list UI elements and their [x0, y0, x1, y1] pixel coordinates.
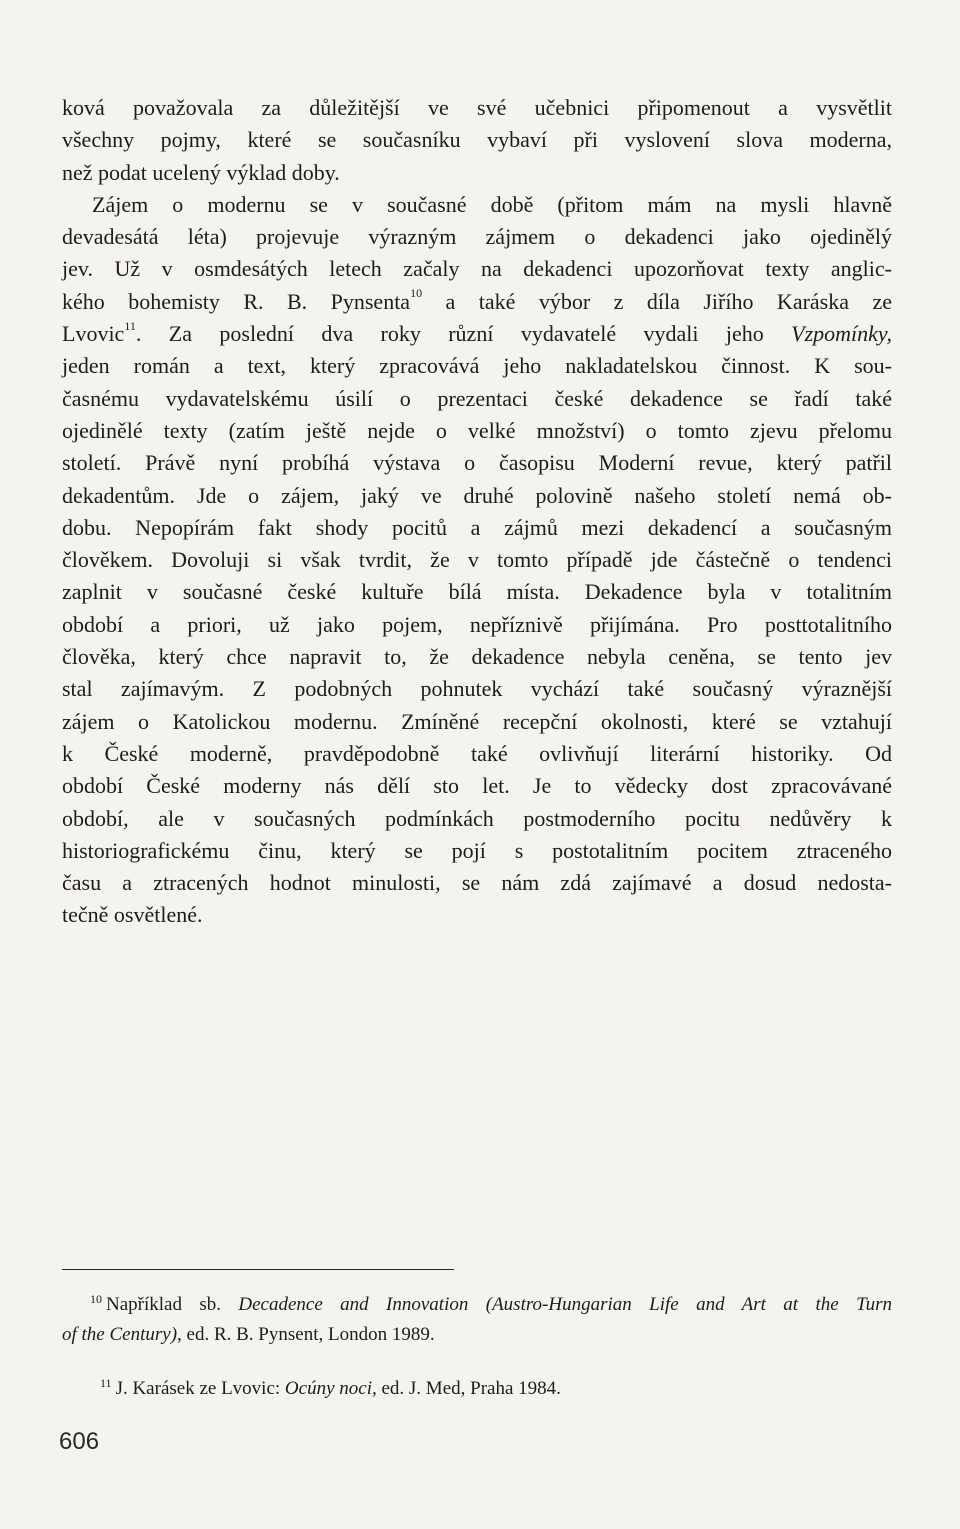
text-line: než podat ucelený výklad doby.	[62, 159, 340, 185]
footnote-text: Například sb.	[106, 1294, 239, 1315]
text-line: času a ztracených hodnot minulosti, se nám zdá zajímavé a dosud nedosta-	[62, 870, 892, 896]
text-line: časnému vydavatelskému úsilí o prezentaci české dekadence se řadí také	[62, 385, 892, 411]
footnote-line	[90, 1290, 892, 1320]
footnote-italic-title: of the Century),	[62, 1324, 182, 1345]
text-line: dekadentům. Jde o zájem, jaký ve druhé polovině našeho století nemá ob-	[62, 482, 892, 508]
footnote-italic-title: Decadence and Innovation (Austro-Hungarian Life and Art at the Turn	[238, 1294, 892, 1315]
text-line: jev. Už v osmdesátých letech začaly na dekadenci upozorňovat texty anglic-	[62, 256, 892, 282]
text-line: století. Právě nyní probíhá výstava o časopisu Moderní revue, který patřil	[62, 450, 892, 476]
footnote-number: 11	[100, 1376, 112, 1390]
text-line: ojedinělé texty (zatím ještě nejde o velké množství) o tomto zjevu přelomu	[62, 417, 892, 443]
text-line-with-footnote-11	[62, 318, 892, 350]
text-line: zájem o Katolickou modernu. Zmíněné recepční okolnosti, které se vztahují	[62, 708, 892, 734]
footnote-text: ed. R. B. Pynsent, London 1989.	[181, 1324, 435, 1345]
footnote-10	[62, 1290, 892, 1350]
text-line: období, ale v současných podmínkách postmoderního pocitu nedůvěry k	[62, 805, 892, 831]
footnote-divider	[62, 1269, 454, 1270]
text-line: dobu. Nepopírám fakt shody pocitů a zájmů mezi dekadencí a současným	[62, 514, 892, 540]
text-line: devadesátá léta) projevuje výrazným zájmem o dekadenci jako ojedinělý	[62, 224, 892, 250]
text-line: stal zajímavým. Z podobných pohnutek vychází také současný výraznější	[62, 676, 892, 702]
footnote-line	[62, 1320, 892, 1350]
text-line: období a priori, už jako pojem, nepříznivě přijímána. Pro posttotalitního	[62, 611, 892, 637]
text-segment: a také výbor z díla Jiřího Karáska ze	[445, 288, 892, 314]
footnote-text: J. Karásek ze Lvovic:	[115, 1378, 285, 1399]
text-line: k České moderně, pravděpodobně také ovlivňují literární historiky. Od	[62, 740, 892, 766]
text-line: historiografickému činu, který se pojí s postotalitním pocitem ztraceného	[62, 837, 892, 863]
text-line: období České moderny nás dělí sto let. Je to vědecky dost zpracovávané	[62, 773, 892, 799]
text-line: člověkem. Dovoluji si však tvrdit, že v tomto případě jde částečně o tendenci	[62, 547, 892, 573]
text-segment: kého bohemisty R. B. Pynsenta	[62, 288, 411, 314]
body-text	[62, 92, 892, 932]
footnote-marker-10: 10	[410, 286, 423, 301]
page-number: 606	[59, 1428, 100, 1455]
text-line: všechny pojmy, které se současníku vybaví při vyslovení slova moderna,	[62, 127, 892, 153]
text-segment: . Za poslední dva roky různí vydavatelé vydali jeho	[135, 321, 792, 347]
footnote-11	[62, 1374, 892, 1404]
footnote-italic-title: Ocúny noci,	[284, 1378, 377, 1399]
text-line: jeden román a text, který zpracovává jeho nakladatelskou činnost. K sou-	[62, 353, 892, 379]
text-line: tečně osvětlené.	[62, 902, 203, 928]
text-segment: Lvovic	[62, 321, 125, 347]
text-line: Zájem o modernu se v současné době (přitom mám na mysli hlavně	[92, 191, 892, 217]
footnote-marker-11: 11	[124, 318, 136, 333]
footnote-line	[100, 1374, 892, 1404]
footnotes	[62, 1290, 892, 1404]
footnote-text: ed. J. Med, Praha 1984.	[376, 1378, 561, 1399]
text-line-with-footnote-10	[62, 286, 892, 318]
text-line: zaplnit v současné české kultuře bílá místa. Dekadence byla v totalitním	[62, 579, 892, 605]
footnote-number: 10	[90, 1292, 102, 1306]
text-line: člověka, který chce napravit to, že dekadence nebyla ceněna, se tento jev	[62, 644, 892, 670]
text-line: ková považovala za důležitější ve své učebnici připomenout a vysvětlit	[62, 95, 892, 120]
italic-title: Vzpomínky,	[791, 321, 892, 347]
